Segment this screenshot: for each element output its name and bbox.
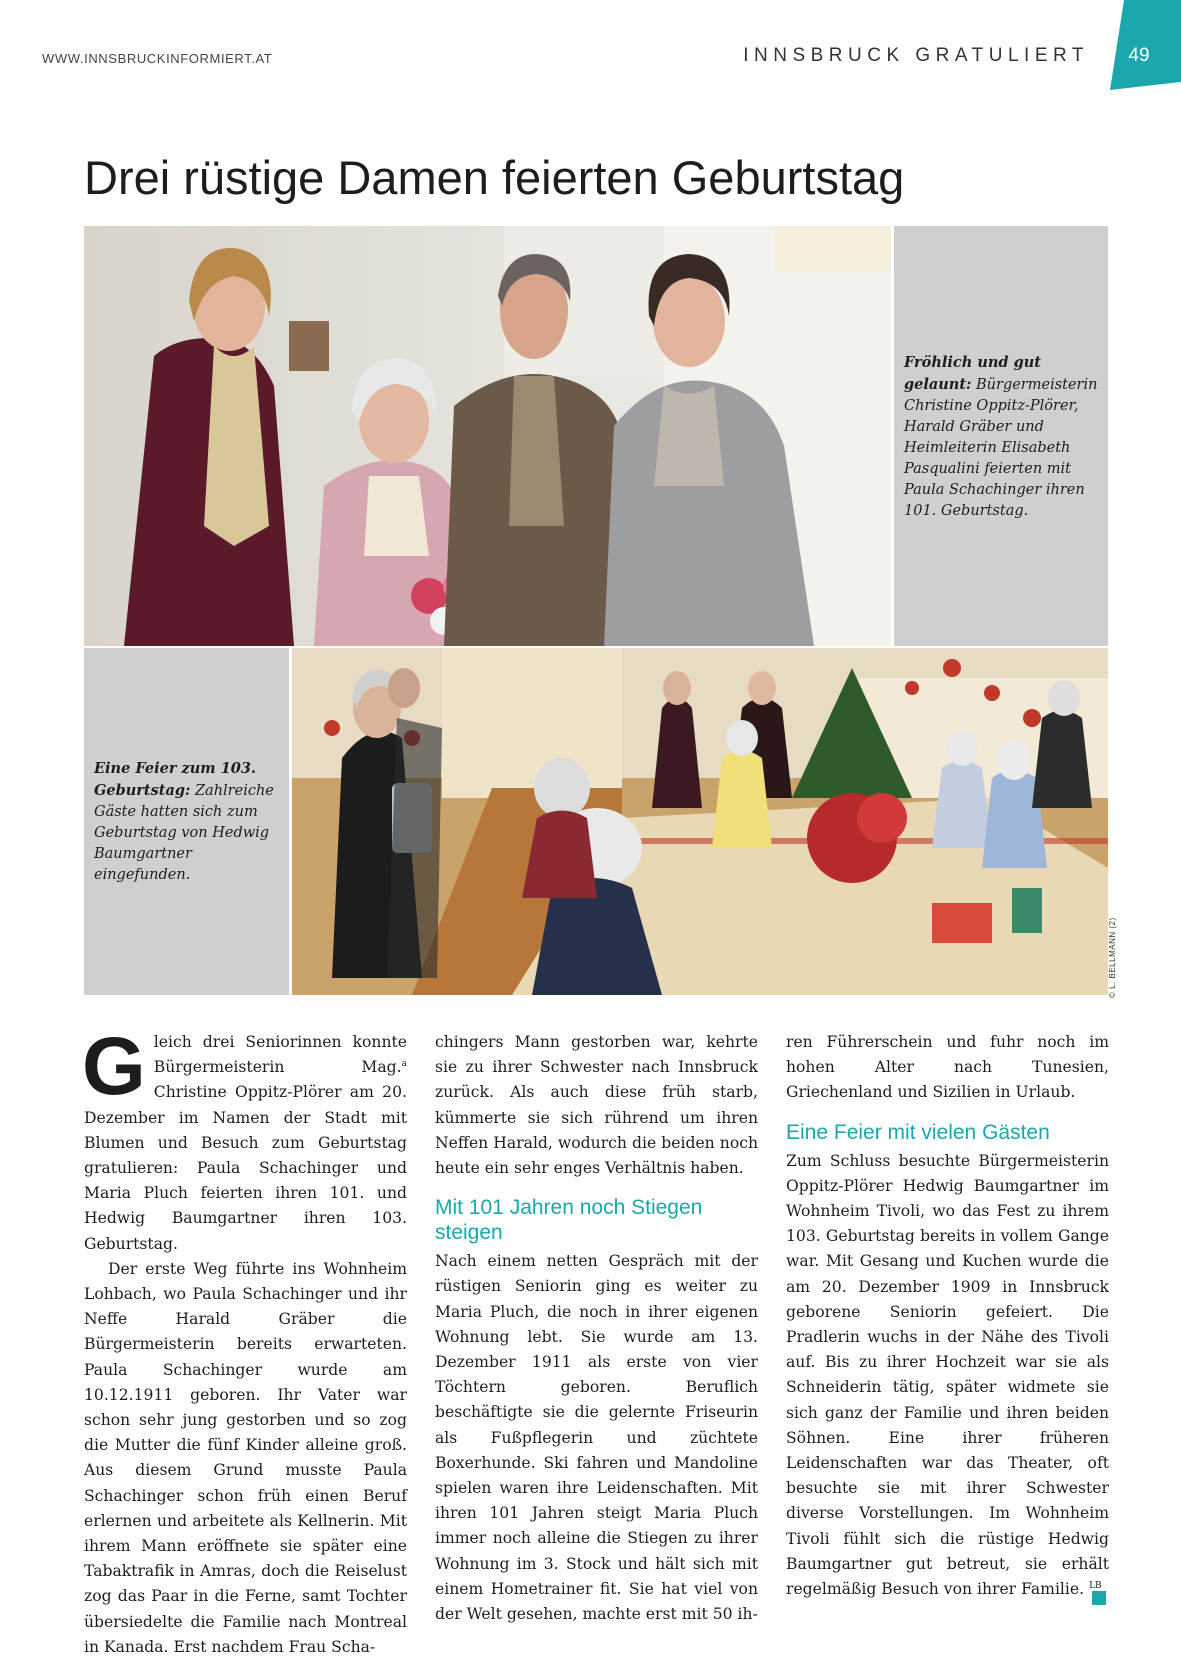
- article-column-1: [82, 1021, 407, 1660]
- paragraph-text: Christine Oppitz-Plörer am 20. Dezember im Namen der Stadt mit Blumen und Besuch zum Geburtstag gratulieren: Paula Schachinger und Maria Pluch feierten ihren 101. und Hedwig Baumgartner ihren 103. Geburtstag.: [84, 1083, 407, 1253]
- party-photo: [292, 648, 1108, 995]
- caption-text: Zahlreiche Gäste hatten sich zum Geburtstag von Hedwig Baumgartner eingefunden.: [94, 783, 274, 883]
- website-url[interactable]: WWW.INNSBRUCKINFORMIERT.AT: [42, 51, 273, 66]
- article-end-marker: [1092, 1591, 1106, 1605]
- paragraph-text: leich drei Seniorinnen konnte Bürgermeisterin Mag.: [153, 1033, 407, 1077]
- superscript: a: [401, 1059, 407, 1070]
- section-title: INNSBRUCK GRATULIERT: [743, 45, 1089, 66]
- drop-cap: G: [82, 1021, 146, 1112]
- caption-lead: Eine Feier zum 103. Geburtstag:: [94, 760, 257, 799]
- article-paragraph: chingers Mann gestorben war, kehrte sie zu ihrer Schwester nach Innsbruck zurück. Als auch diese früh starb, kümmerte sie sich rührend um ihren Neffen Harald, wodurch die beiden noch heute ein sehr enges Verhältnis haben.: [435, 1033, 758, 1178]
- paragraph-text: Zum Schluss besuchte Bürgermeisterin Oppitz-Plörer Hedwig Baumgartner im Wohnheim Tivoli, wo das Fest zu ihrem 103. Geburtstag bereits in vollem Gange war. Mit Gesang und Kuchen wurde die am 20. Dezember 1909 in Innsbruck geborene Seniorin gefeiert. Die Pradlerin wuchs in der Nähe des Tivoli auf. Bis zu ihrer Hochzeit war sie als Schneiderin tätig, später widmete sie sich ganz der Familie und ihren beiden Söhnen. Eine ihrer früheren Leidenschaften war das Theater, oft besuchte sie mit ihrer Schwester diverse Vorstellungen. Im Wohnheim Tivoli fühlt sich die rüstige Hedwig Baumgartner gut betreut, sie erhält regelmäßig Besuch von ihrer Familie.: [786, 1151, 1109, 1599]
- author-signature: LB: [1089, 1580, 1102, 1591]
- article-paragraph: [786, 1149, 1109, 1603]
- article-paragraph: ren Führerschein und fuhr noch im hohen Alter nach Tunesien, Griechenland und Sizilien in Urlaub.: [786, 1033, 1109, 1102]
- article-paragraph: Der erste Weg führte ins Wohnheim Lohbach, wo Paula Schachinger und ihr Neffe Harald Gräber die Bürgermeisterin bereits erwarteten. Paula Schachinger wurde am 10.12.1911 geboren. Ihr Vater war schon sehr jung gestorben und so zog die Mutter die fünf Kinder alleine groß. Aus diesem Grund musste Paula Schachinger schon früh einen Beruf erlernen und arbeitete als Kellnerin. Mit ihrem Mann eröffnete sie später eine Tabaktrafik in Amras, doch die Reiselust zog das Paar in die Ferne, samt Tochter übersiedelte die Familie nach Montreal in Kanada. Erst nachdem Frau Scha-: [84, 1259, 407, 1656]
- group-photo: [84, 226, 891, 646]
- photo-credit-text: © L. BELLMANN (2): [1108, 917, 1117, 998]
- headline: Drei rüstige Damen feierten Geburtstag: [84, 151, 905, 204]
- caption-text: Bürgermeisterin Christine Oppitz-Plörer, Harald Gräber und Heimleiterin Elisabeth Pasqualini feierten mit Paula Schachinger ihren 101. Geburtstag.: [904, 377, 1098, 519]
- caption-party-photo: [84, 648, 289, 995]
- caption-group-photo: [894, 226, 1108, 646]
- page-number: 49: [1128, 45, 1150, 66]
- article-column-2: [435, 1030, 758, 1627]
- caption-lead: Fröhlich und gut gelaunt:: [904, 354, 1041, 393]
- article-paragraph: Nach einem netten Gespräch mit der rüstigen Seniorin ging es weiter zu Maria Pluch, die noch in ihrer eigenen Wohnung lebt. Sie wurde am 13. Dezember 1911 als erste von vier Töchtern geboren. Beruflich beschäftigte sie die gelernte Friseurin als Fußpflegerin und züchtete Boxerhunde. Ski fahren und Mandoline spielen waren ihre Leidenschaften. Mit ihren 101 Jahren steigt Maria Pluch immer noch alleine die Stiegen zu ihrer Wohnung im 3. Stock und hält sich mit einem Hometrainer fit. Sie hat viel von der Welt gesehen, machte erst mit 50 ih-: [435, 1252, 758, 1624]
- article-column-3: [786, 1030, 1109, 1602]
- article-paragraph: [82, 1021, 407, 1257]
- subheading: Eine Feier mit vielen Gästen: [786, 1120, 1050, 1144]
- subheading: Mit 101 Jahren noch Stiegen steigen: [435, 1196, 703, 1245]
